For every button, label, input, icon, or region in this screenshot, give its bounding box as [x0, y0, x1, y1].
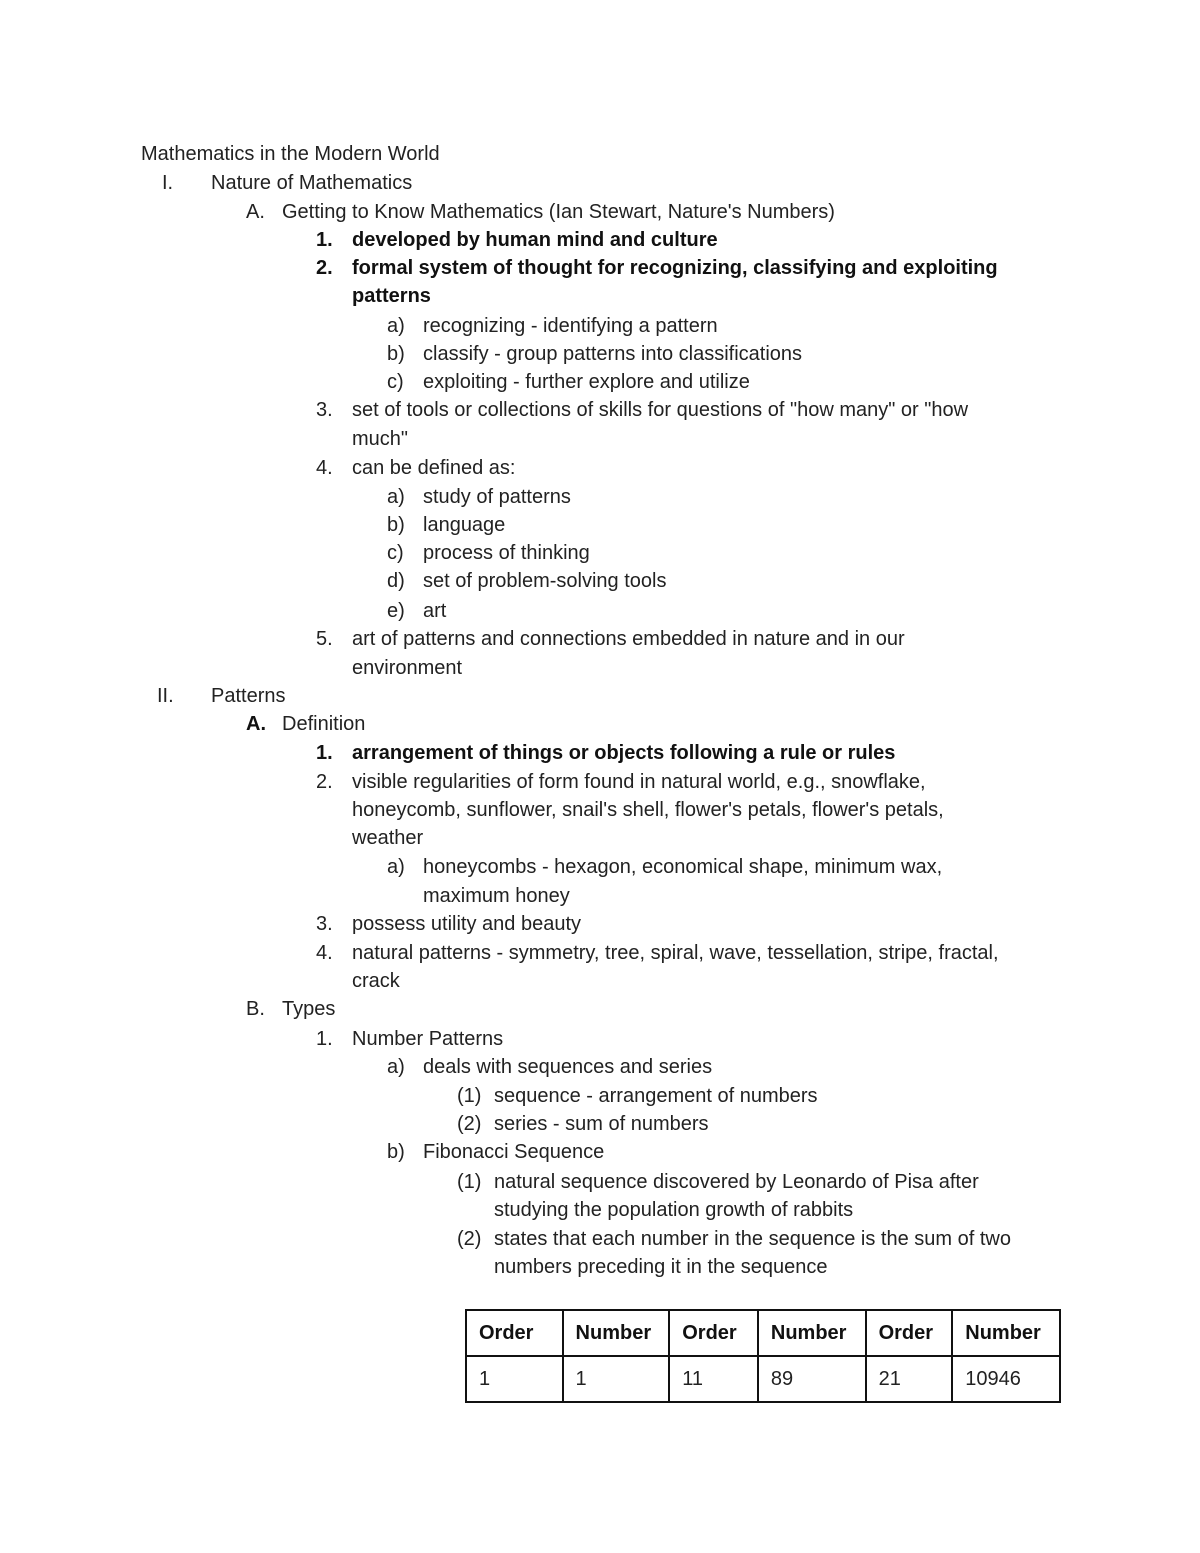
list-item-text: study of patterns	[423, 486, 571, 508]
list-item-text: honeycomb, sunflower, snail's shell, flower's petals, flower's petals,	[352, 799, 944, 821]
table-cell: 11	[669, 1356, 758, 1402]
list-marker: b)	[387, 343, 405, 365]
list-item-text: Definition	[282, 713, 366, 735]
list-marker: (1)	[457, 1171, 482, 1193]
list-item-text: Number Patterns	[352, 1028, 504, 1050]
table-cell: 1	[466, 1356, 563, 1402]
list-item-text: formal system of thought for recognizing, classifying and exploiting	[352, 257, 998, 279]
table-cell: 89	[758, 1356, 866, 1402]
list-item-text: art of patterns and connections embedded in nature and in our	[352, 628, 905, 650]
list-item-text: deals with sequences and series	[423, 1056, 713, 1078]
list-marker: a)	[387, 856, 405, 878]
list-item-text: Patterns	[211, 685, 286, 707]
list-marker: a)	[387, 486, 405, 508]
list-item-text: Nature of Mathematics	[211, 172, 413, 194]
list-marker: b)	[387, 1141, 405, 1163]
list-item-text: developed by human mind and culture	[352, 229, 718, 251]
list-item-text: much"	[352, 428, 409, 450]
table-cell: 1	[563, 1356, 670, 1402]
list-item-text: environment	[352, 657, 463, 679]
list-marker: a)	[387, 1056, 405, 1078]
list-item-text: Types	[282, 998, 336, 1020]
list-marker: 1.	[316, 742, 333, 764]
list-marker: 3.	[316, 913, 333, 935]
list-item-text: series - sum of numbers	[494, 1113, 709, 1135]
list-marker: 4.	[316, 457, 333, 479]
list-marker: 4.	[316, 942, 333, 964]
list-marker: (1)	[457, 1085, 482, 1107]
list-item-text: studying the population growth of rabbits	[494, 1199, 854, 1221]
list-item-text: set of problem-solving tools	[423, 570, 667, 592]
list-item-text: crack	[352, 970, 400, 992]
list-item-text: natural sequence discovered by Leonardo of Pisa after	[494, 1171, 979, 1193]
table-header-cell: Order	[866, 1310, 953, 1356]
list-marker: 5.	[316, 628, 333, 650]
list-marker: A.	[246, 201, 265, 223]
list-item-text: honeycombs - hexagon, economical shape, minimum wax,	[423, 856, 943, 878]
table-header-cell: Number	[758, 1310, 866, 1356]
list-item-text: recognizing - identifying a pattern	[423, 315, 718, 337]
list-item-text: sequence - arrangement of numbers	[494, 1085, 818, 1107]
list-marker: 1.	[316, 229, 333, 251]
list-marker: (2)	[457, 1113, 482, 1135]
list-marker: b)	[387, 514, 405, 536]
list-marker: (2)	[457, 1228, 482, 1250]
list-marker: 2.	[316, 771, 333, 793]
list-item-text: patterns	[352, 285, 431, 307]
list-item-text: maximum honey	[423, 885, 570, 907]
table-cell: 21	[866, 1356, 953, 1402]
list-marker: I.	[162, 172, 174, 194]
list-item-text: exploiting - further explore and utilize	[423, 371, 750, 393]
table-cell: 10946	[952, 1356, 1060, 1402]
list-item-text: visible regularities of form found in natural world, e.g., snowflake,	[352, 771, 926, 793]
list-item-text: art	[423, 600, 447, 622]
list-item-text: weather	[352, 827, 424, 849]
list-item-text: possess utility and beauty	[352, 913, 582, 935]
list-item-text: Getting to Know Mathematics (Ian Stewart, Nature's Numbers)	[282, 201, 835, 223]
list-marker: A.	[246, 713, 266, 735]
list-item-text: states that each number in the sequence is the sum of two	[494, 1228, 1011, 1250]
list-item-text: can be defined as:	[352, 457, 516, 479]
list-item-text: classify - group patterns into classifications	[423, 343, 803, 365]
list-marker: c)	[387, 371, 404, 393]
table-header-cell: Order	[466, 1310, 563, 1356]
list-marker: c)	[387, 542, 404, 564]
list-marker: e)	[387, 600, 405, 622]
document-title: Mathematics in the Modern World	[141, 143, 440, 165]
table-header-row	[466, 1310, 1060, 1356]
list-item-text: natural patterns - symmetry, tree, spiral, wave, tessellation, stripe, fractal,	[352, 942, 999, 964]
list-marker: II.	[157, 685, 174, 707]
list-item-text: process of thinking	[423, 542, 590, 564]
list-marker: d)	[387, 570, 405, 592]
fibonacci-table	[465, 1309, 1061, 1403]
table-row	[466, 1356, 1060, 1402]
list-item-text: arrangement of things or objects following a rule or rules	[352, 742, 896, 764]
table-header-cell: Number	[563, 1310, 670, 1356]
list-marker: 2.	[316, 257, 333, 279]
list-item-text: set of tools or collections of skills for questions of "how many" or "how	[352, 399, 969, 421]
list-marker: B.	[246, 998, 265, 1020]
list-item-text: Fibonacci Sequence	[423, 1141, 605, 1163]
list-item-text: numbers preceding it in the sequence	[494, 1256, 828, 1278]
list-marker: 3.	[316, 399, 333, 421]
list-marker: 1.	[316, 1028, 333, 1050]
table-header-cell: Order	[669, 1310, 758, 1356]
list-item-text: language	[423, 514, 506, 536]
table-header-cell: Number	[952, 1310, 1060, 1356]
list-marker: a)	[387, 315, 405, 337]
